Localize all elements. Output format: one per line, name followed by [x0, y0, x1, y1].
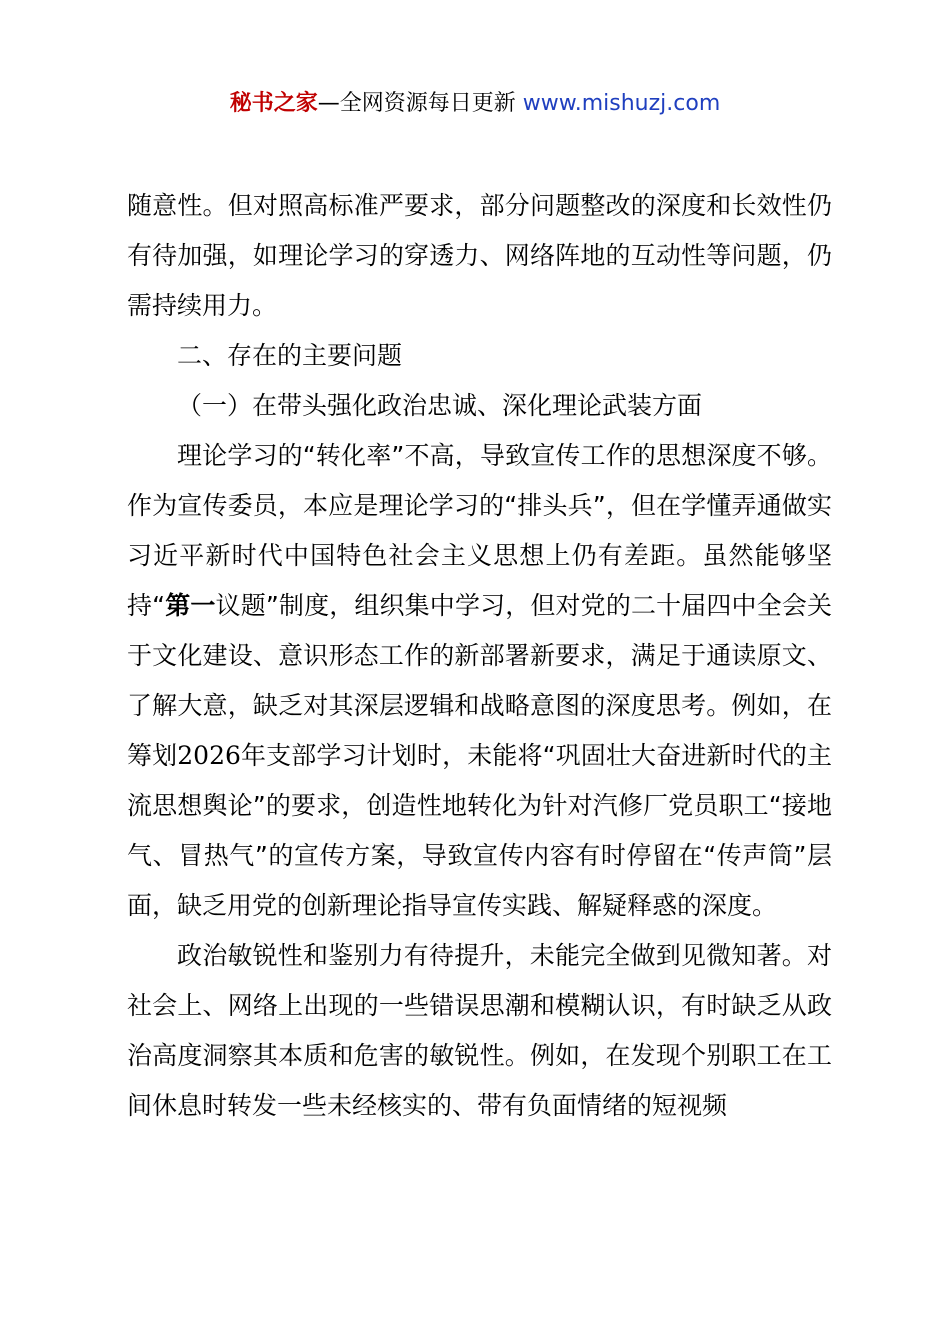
site-tagline: —全网资源每日更新: [317, 91, 523, 116]
section-heading: 二、存在的主要问题: [177, 341, 403, 370]
paragraph-theory-study: [127, 431, 832, 931]
paragraph-text: 年支部学习计划时，未能将“巩固壮大奋进新时代的主流思想舆论”的要求，创造性地转化为针对汽修厂党员职工“接地气、冒热气”的宣传方案，导致宣传内容有时停留在“传声筒”层面，缺乏用党的创新理论指导宣传实践、解疑释惑的深度。: [127, 741, 832, 920]
site-brand: 秘书之家: [229, 91, 318, 116]
paragraph-text: 理论学习的“转化率”不高，导致宣传工作的思想深度不够。 作为宣传委员，本应是理论学习的“排头兵”，但在学懂弄通做实习近平新时代中国特色社会主义思想上仍有差距。虽然能够坚持“: [127, 441, 832, 620]
paragraph-political-sensitivity: 政治敏锐性和鉴别力有待提升，未能完全做到见微知著。对社会上、网络上出现的一些错误思潮和模糊认识，有时缺乏从政治高度洞察其本质和危害的敏锐性。例如，在发现个别职工在工间休息时转发一些未经核实的、带有负面情绪的短视频: [127, 941, 832, 1120]
site-url-link[interactable]: www.mishuzj.com: [522, 91, 721, 116]
year-number: 2026: [177, 741, 241, 770]
paragraph-continuation: 随意性。但对照高标准严要求，部分问题整改的深度和长效性仍有待加强，如理论学习的穿透力、网络阵地的互动性等问题，仍需持续用力。: [127, 191, 832, 320]
subsection-heading: （一）在带头强化政治忠诚、深化理论武装方面: [177, 391, 703, 420]
bold-text: 第一: [165, 591, 216, 620]
site-header: [0, 88, 950, 120]
document-body: [127, 181, 832, 1131]
paragraph-text: 议题”制度，组织集中学习，但对党的二十届四中全会关于文化建设、意识形态工作的新部署新要求，满足于通读原文、了解大意，缺乏对其深层逻辑和战略意图的深度思考。例如，在筹划: [127, 591, 832, 770]
